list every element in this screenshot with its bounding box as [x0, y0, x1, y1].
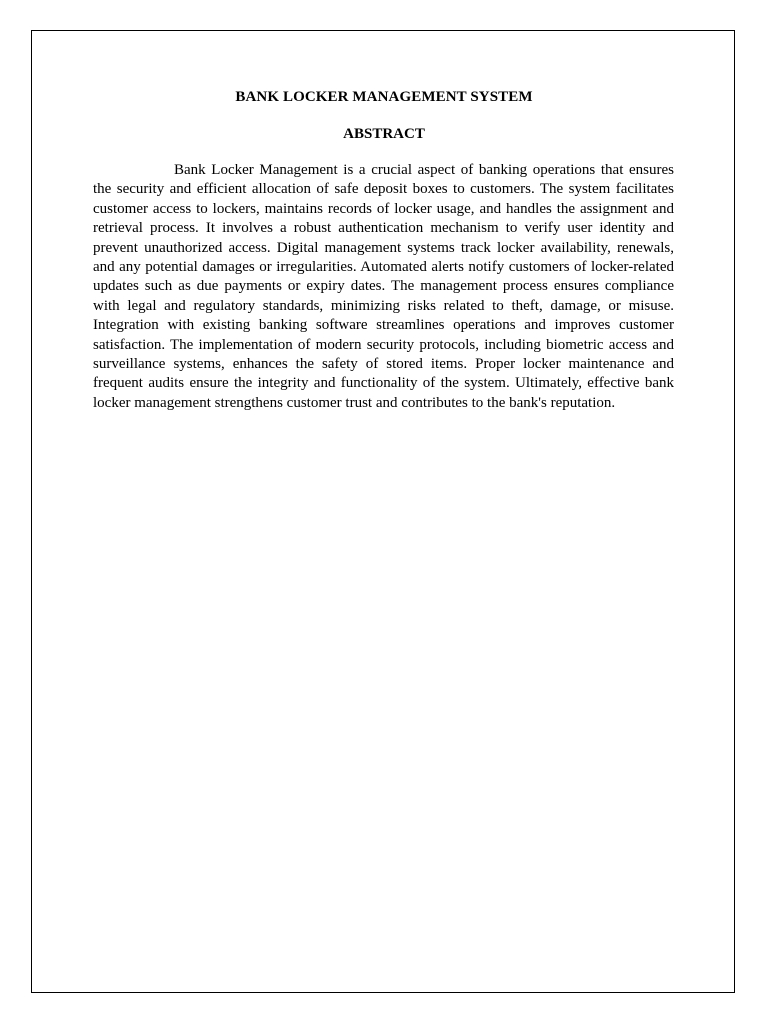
- section-heading-abstract: ABSTRACT: [343, 126, 425, 142]
- abstract-paragraph: Bank Locker Management is a crucial aspect of banking operations that ensures the security and efficient allocation of safe deposit boxes to customers. The system facilitates customer access to lockers, maintains records of locker usage, and handles the assignment and retrieval process. It involves a robust authentication mechanism to verify user identity and prevent unauthorized access. Digital management systems track locker availability, renewals, and any potential damages or irregularities. Automated alerts notify customers of locker-related updates such as due payments or expiry dates. The management process ensures compliance with legal and regulatory standards, minimizing risks related to theft, damage, or misuse. Integration with existing banking software streamlines operations and improves customer satisfaction. The implementation of modern security protocols, including biometric access and surveillance systems, enhances the safety of stored items. Proper locker maintenance and frequent audits ensure the integrity and functionality of the system. Ultimately, effective bank locker management strengthens customer trust and contributes to the bank's reputation.: [93, 162, 674, 411]
- document-title: BANK LOCKER MANAGEMENT SYSTEM: [235, 89, 533, 105]
